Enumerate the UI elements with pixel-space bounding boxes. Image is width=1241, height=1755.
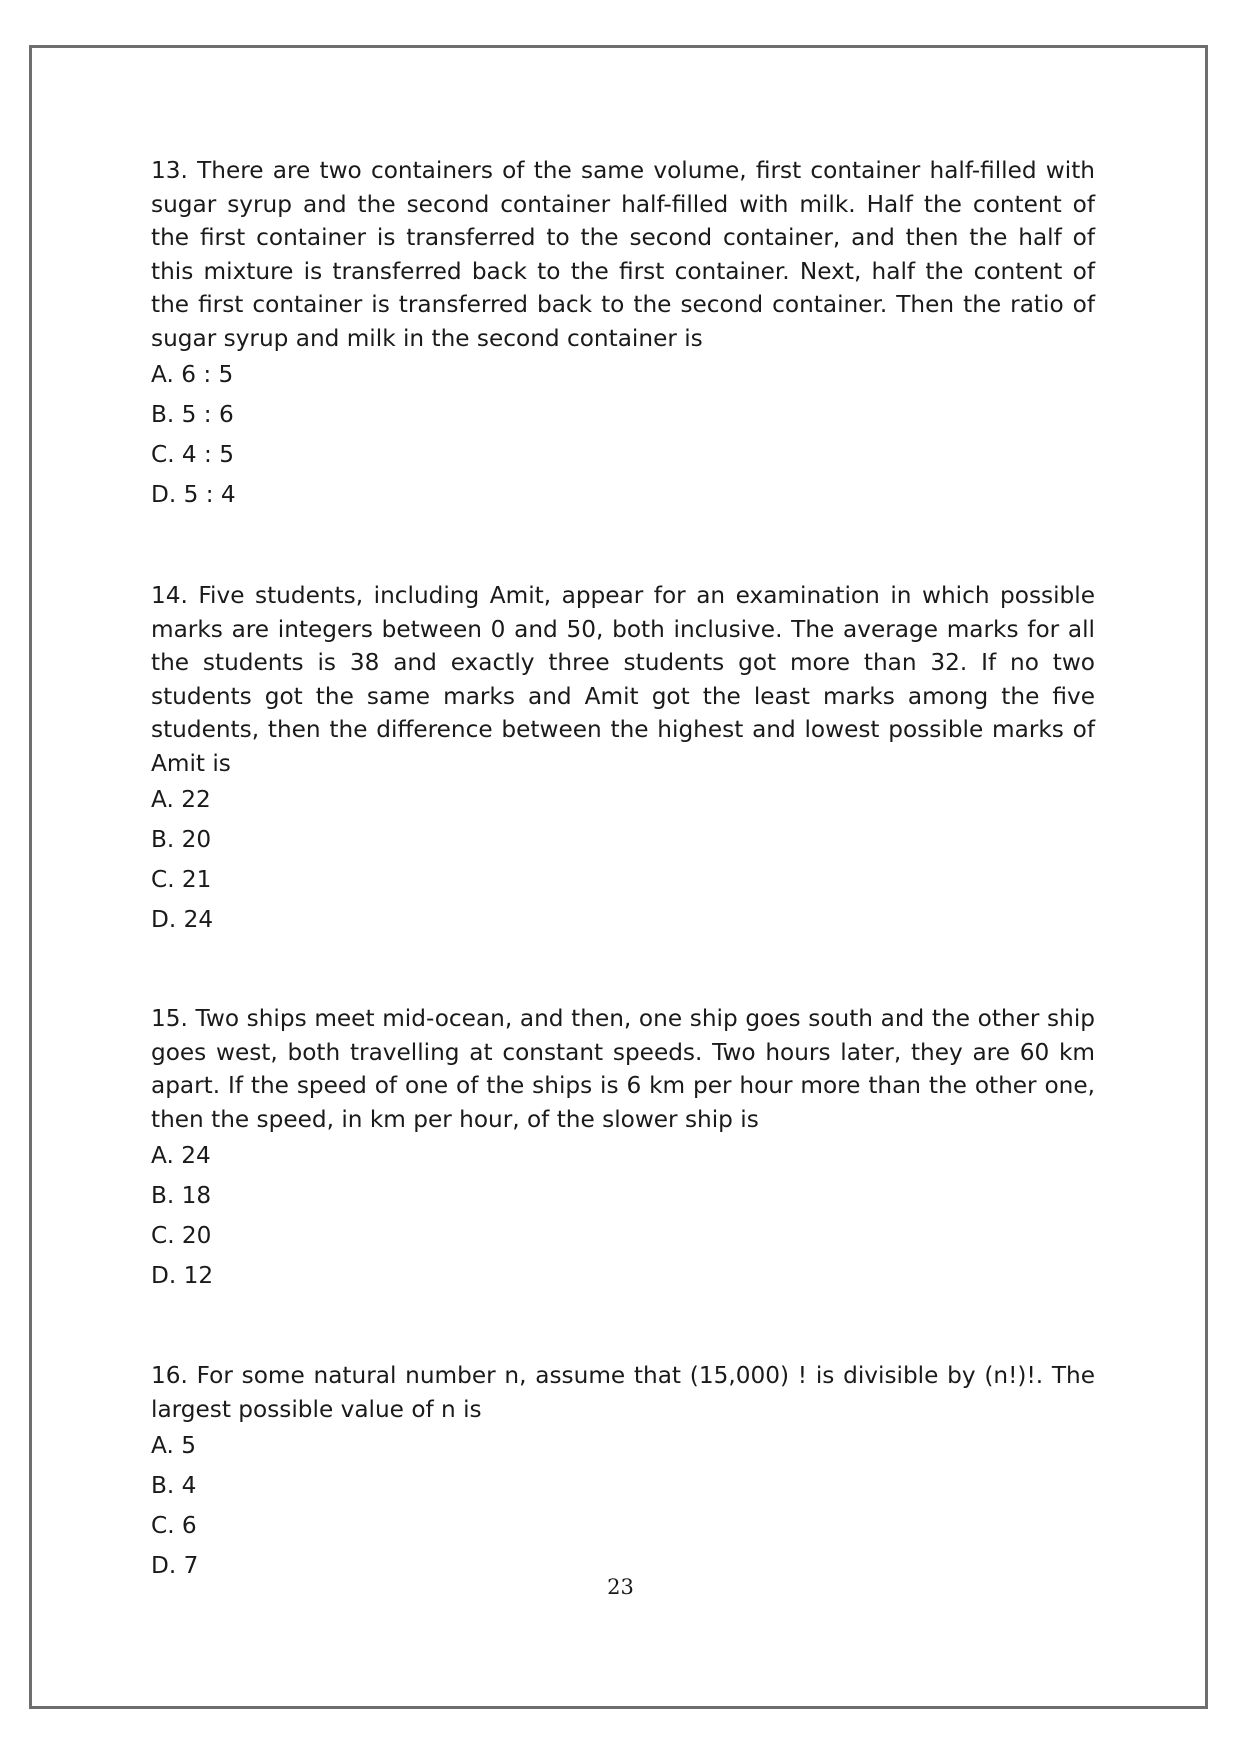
question-13 <box>151 154 1095 509</box>
question-16-option-d: D. 7 <box>151 1552 199 1579</box>
question-list <box>151 154 1095 1580</box>
question-13-option-a: A. 6 : 5 <box>151 361 234 388</box>
question-15-option-b: B. 18 <box>151 1182 212 1209</box>
question-14-option-a: A. 22 <box>151 786 211 813</box>
question-14 <box>151 579 1095 934</box>
question-14-stem: 14. Five students, including Amit, appear for an examination in which possible marks are integers between 0 and 50, both inclusive. The average marks for all the students is 38 and exactly three students got more than 32. If no two students got the same marks and Amit got the least marks among the five students, then the difference between the highest and lowest possible marks of Amit is <box>151 582 1095 777</box>
question-13-option-c: C. 4 : 5 <box>151 441 234 468</box>
question-14-option-d: D. 24 <box>151 906 214 933</box>
question-16-option-a: A. 5 <box>151 1432 196 1459</box>
question-14-option-b: B. 20 <box>151 826 212 853</box>
question-16 <box>151 1359 1095 1580</box>
question-15-option-d: D. 12 <box>151 1262 214 1289</box>
question-16-option-b: B. 4 <box>151 1472 197 1499</box>
question-14-option-c: C. 21 <box>151 866 212 893</box>
question-15-option-a: A. 24 <box>151 1142 211 1169</box>
question-16-stem: 16. For some natural number n, assume that (15,000) ! is divisible by (n!)!. The largest possible value of n is <box>151 1362 1095 1423</box>
question-13-option-b: B. 5 : 6 <box>151 401 234 428</box>
question-13-stem: 13. There are two containers of the same volume, first container half-filled with sugar syrup and the second container half-filled with milk. Half the content of the first container is transferred to the second container, and then the half of this mixture is transferred back to the first container. Next, half the content of the first container is transferred back to the second container. Then the ratio of sugar syrup and milk in the second container is <box>151 157 1095 352</box>
question-15-option-c: C. 20 <box>151 1222 212 1249</box>
page-number: 23 <box>607 1575 634 1599</box>
question-16-option-c: C. 6 <box>151 1512 197 1539</box>
question-15 <box>151 1002 1095 1290</box>
question-13-option-d: D. 5 : 4 <box>151 481 236 508</box>
question-15-stem: 15. Two ships meet mid-ocean, and then, one ship goes south and the other ship goes west, both travelling at constant speeds. Two hours later, they are 60 km apart. If the speed of one of the ships is 6 km per hour more than the other one, then the speed, in km per hour, of the slower ship is <box>151 1005 1095 1133</box>
